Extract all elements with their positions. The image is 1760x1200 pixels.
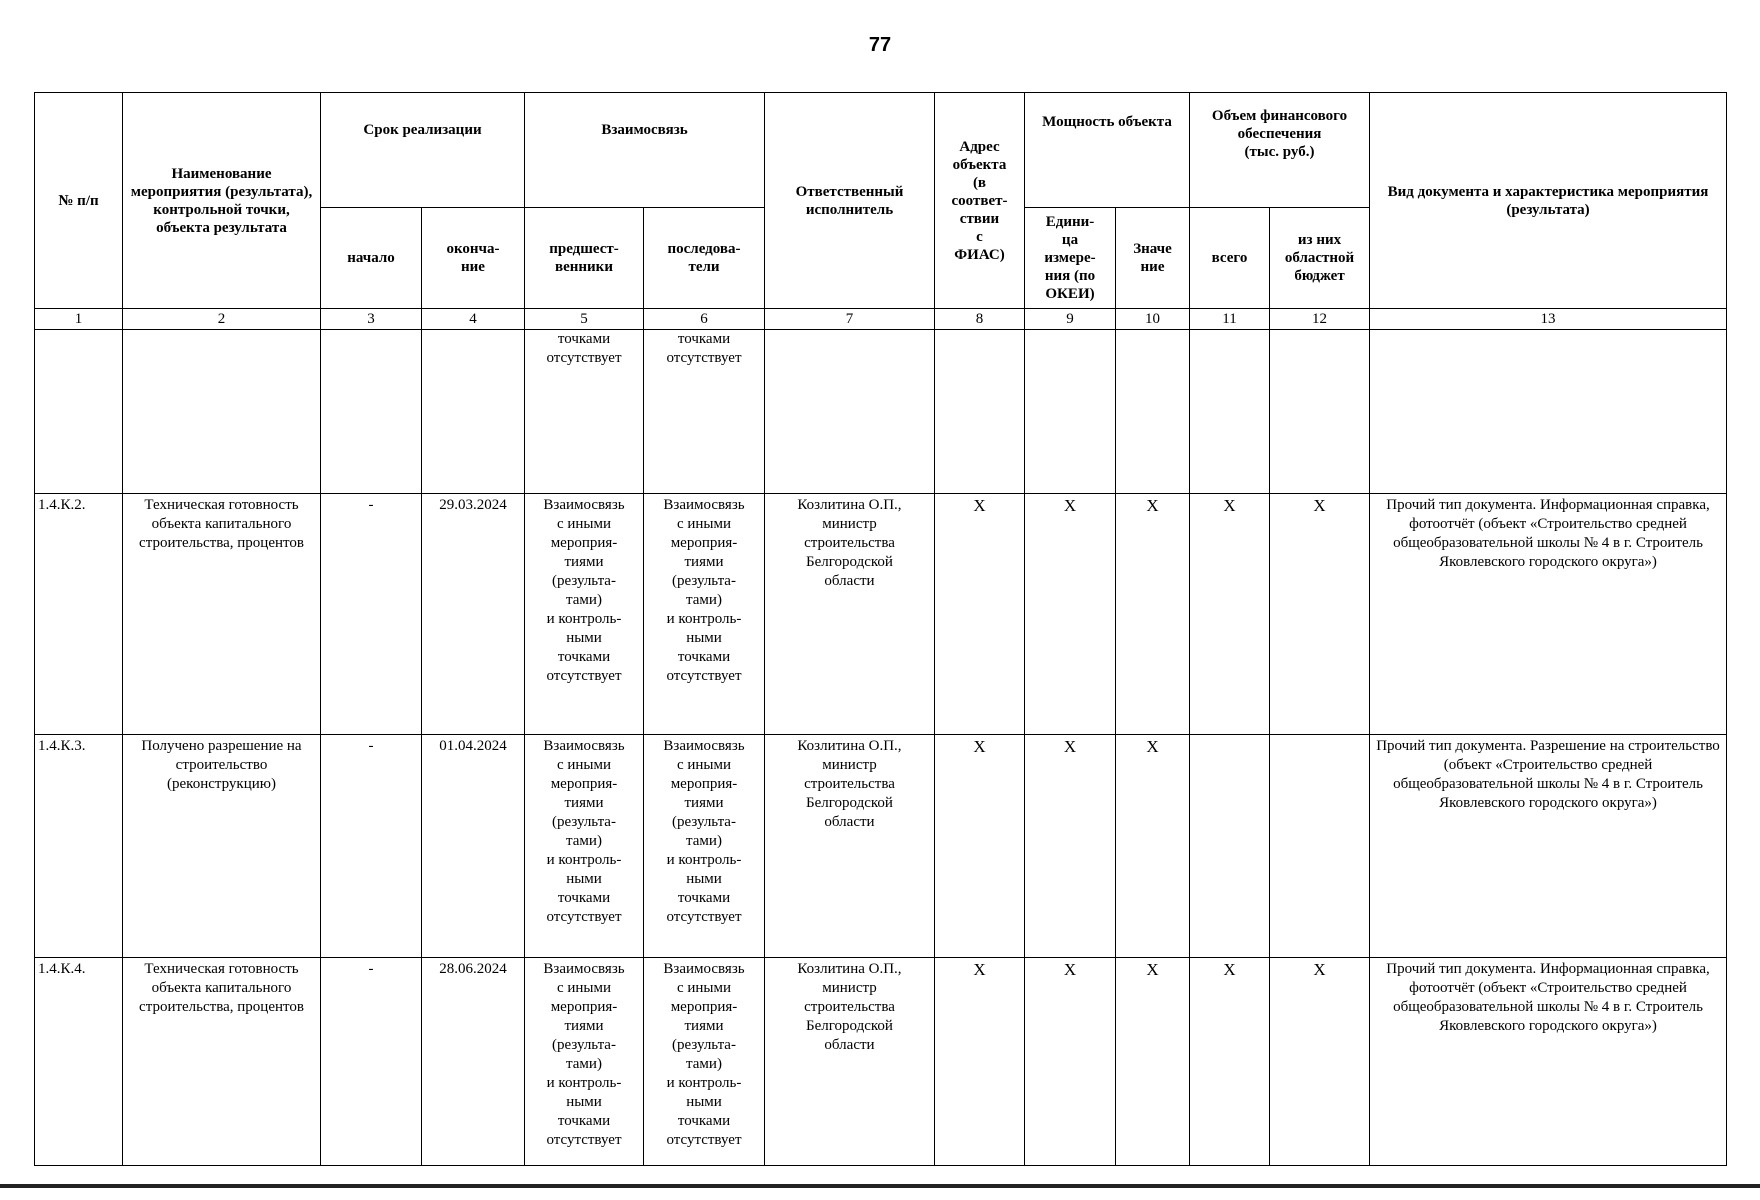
cell-empty [1370, 330, 1727, 494]
cell-end: 28.06.2024 [422, 958, 525, 1166]
cell-end: 01.04.2024 [422, 735, 525, 958]
cell-finance-regional: X [1270, 494, 1370, 735]
cell-value: X [1116, 958, 1190, 1166]
cell-empty [1190, 330, 1270, 494]
cell-finance-regional [1270, 735, 1370, 958]
cell-document: Прочий тип документа. Информационная справка, фотоотчёт (объект «Строительство средней общеобразовательной школы № 4 в г. Строитель Яковлевского городского округа») [1370, 958, 1727, 1166]
cell-successors: точками отсутствует [644, 330, 765, 494]
header-start: начало [321, 208, 422, 309]
cell-number: 1.4.К.3. [35, 735, 123, 958]
table-row [35, 494, 1727, 735]
cell-empty [35, 330, 123, 494]
column-number: 7 [765, 309, 935, 330]
table-row [35, 735, 1727, 958]
header-unit: Едини- ца измере- ния (по ОКЕИ) [1025, 208, 1116, 309]
column-number: 11 [1190, 309, 1270, 330]
column-number: 9 [1025, 309, 1116, 330]
cell-value: X [1116, 494, 1190, 735]
cell-unit: X [1025, 958, 1116, 1166]
cell-empty [935, 330, 1025, 494]
cell-empty [321, 330, 422, 494]
cell-start: - [321, 958, 422, 1166]
column-number: 4 [422, 309, 525, 330]
cell-number: 1.4.К.4. [35, 958, 123, 1166]
cell-responsible: Козлитина О.П., министр строительства Белгородской области [765, 958, 935, 1166]
cell-document: Прочий тип документа. Разрешение на строительство (объект «Строительство средней общеобразовательной школы № 4 в г. Строитель Яковлевского городского округа») [1370, 735, 1727, 958]
header-value: Значе ние [1116, 208, 1190, 309]
cell-address: X [935, 494, 1025, 735]
cell-address: X [935, 735, 1025, 958]
header-finance-total: всего [1190, 208, 1270, 309]
cell-name: Получено разрешение на строительство (реконструкцию) [123, 735, 321, 958]
column-number-row [35, 309, 1727, 330]
cell-responsible: Козлитина О.П., министр строительства Белгородской области [765, 494, 935, 735]
table-body [35, 309, 1727, 1166]
cell-unit: X [1025, 735, 1116, 958]
table-row-continuation [35, 330, 1727, 494]
cell-predecessors: Взаимосвязь с иными мероприя- тиями (результа- тами) и контроль- ными точками отсутствует [525, 735, 644, 958]
cell-end: 29.03.2024 [422, 494, 525, 735]
table-header [35, 93, 1727, 309]
column-number: 5 [525, 309, 644, 330]
cell-empty [1270, 330, 1370, 494]
header-number: № п/п [35, 93, 123, 309]
cell-number: 1.4.К.2. [35, 494, 123, 735]
cell-unit: X [1025, 494, 1116, 735]
cell-value: X [1116, 735, 1190, 958]
cell-name: Техническая готовность объекта капитального строительства, процентов [123, 494, 321, 735]
cell-document: Прочий тип документа. Информационная справка, фотоотчёт (объект «Строительство средней общеобразовательной школы № 4 в г. Строитель Яковлевского городского округа») [1370, 494, 1727, 735]
cell-successors: Взаимосвязь с иными мероприя- тиями (результа- тами) и контроль- ными точками отсутствует [644, 958, 765, 1166]
header-name: Наименование мероприятия (результата), контрольной точки, объекта результата [123, 93, 321, 309]
column-number: 3 [321, 309, 422, 330]
page-number: 77 [868, 34, 892, 56]
column-number: 1 [35, 309, 123, 330]
header-finance-regional: из них областной бюджет [1270, 208, 1370, 309]
header-responsible: Ответственный исполнитель [765, 93, 935, 309]
cell-name: Техническая готовность объекта капитального строительства, процентов [123, 958, 321, 1166]
cell-empty [422, 330, 525, 494]
header-address: Адрес объекта (в соответ- ствии с ФИАС) [935, 93, 1025, 309]
cell-address: X [935, 958, 1025, 1166]
header-period: Срок реализации [321, 93, 525, 208]
column-number: 10 [1116, 309, 1190, 330]
plan-table [34, 92, 1727, 1166]
cell-finance-regional: X [1270, 958, 1370, 1166]
header-finance: Объем финансового обеспечения (тыс. руб.) [1190, 93, 1370, 208]
cell-start: - [321, 494, 422, 735]
column-number: 13 [1370, 309, 1727, 330]
cell-successors: Взаимосвязь с иными мероприя- тиями (результа- тами) и контроль- ными точками отсутствует [644, 735, 765, 958]
cell-empty [1025, 330, 1116, 494]
cell-finance-total: X [1190, 494, 1270, 735]
cell-predecessors: точками отсутствует [525, 330, 644, 494]
header-end: оконча- ние [422, 208, 525, 309]
cell-empty [1116, 330, 1190, 494]
cell-predecessors: Взаимосвязь с иными мероприя- тиями (результа- тами) и контроль- ными точками отсутствует [525, 494, 644, 735]
header-successors: последова- тели [644, 208, 765, 309]
header-capacity: Мощность объекта [1025, 93, 1190, 208]
cell-responsible: Козлитина О.П., министр строительства Белгородской области [765, 735, 935, 958]
cell-predecessors: Взаимосвязь с иными мероприя- тиями (результа- тами) и контроль- ными точками отсутствует [525, 958, 644, 1166]
column-number: 12 [1270, 309, 1370, 330]
cell-finance-total [1190, 735, 1270, 958]
cell-empty [123, 330, 321, 494]
header-document: Вид документа и характеристика мероприятия (результата) [1370, 93, 1727, 309]
column-number: 8 [935, 309, 1025, 330]
cell-successors: Взаимосвязь с иными мероприя- тиями (результа- тами) и контроль- ными точками отсутствует [644, 494, 765, 735]
column-number: 2 [123, 309, 321, 330]
cell-finance-total: X [1190, 958, 1270, 1166]
cell-empty [765, 330, 935, 494]
table-row [35, 958, 1727, 1166]
column-number: 6 [644, 309, 765, 330]
header-row-top [35, 93, 1727, 208]
header-relationship: Взаимосвязь [525, 93, 765, 208]
cell-start: - [321, 735, 422, 958]
page-bottom-divider [0, 1184, 1760, 1188]
header-predecessors: предшест- венники [525, 208, 644, 309]
